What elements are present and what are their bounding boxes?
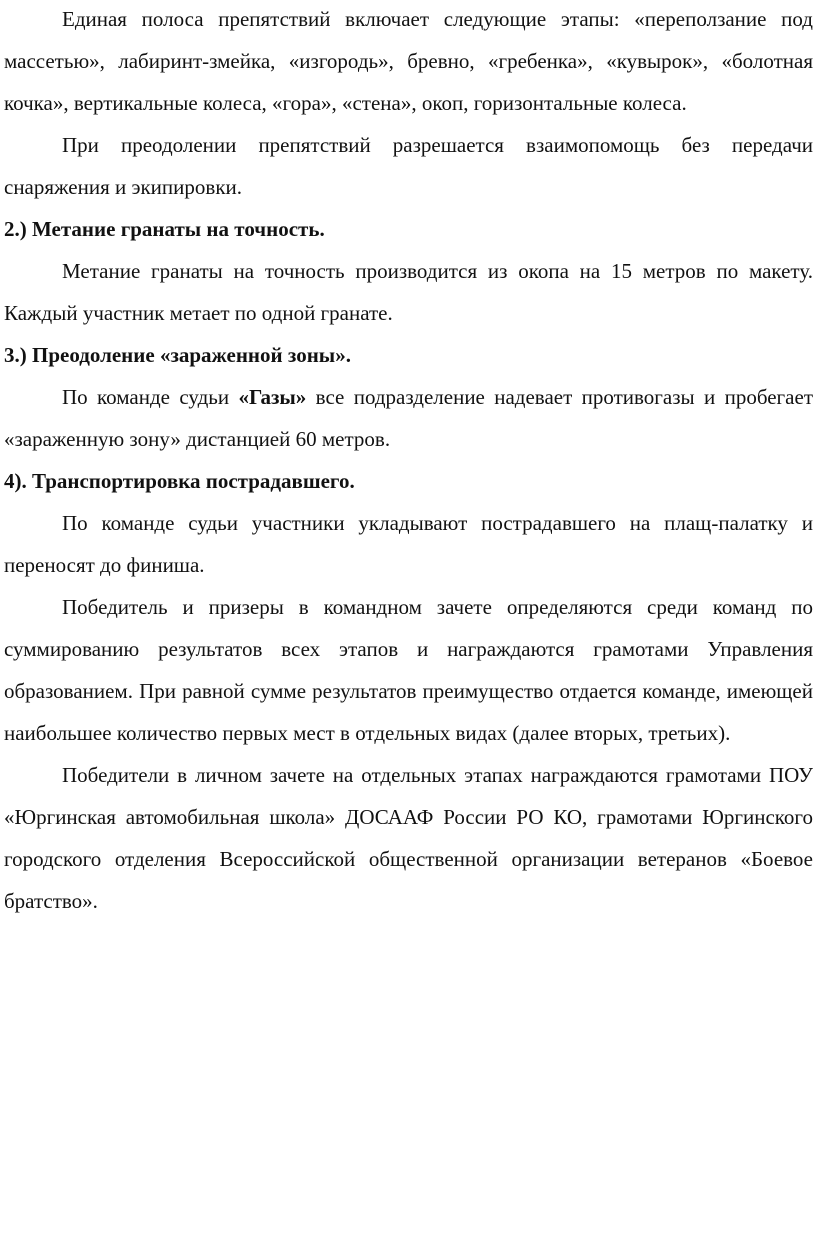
gas-command-text: «Газы» bbox=[238, 385, 307, 409]
paragraph-individual-winners: Победители в личном зачете на отдельных этапах награждаются грамотами ПОУ «Юргинская автомобильная школа» ДОСААФ России РО КО, грамотами Юргинского городского отделения Всероссийской общественной организации ветеранов «Боевое братство». bbox=[4, 763, 813, 913]
text-segment: все подразделение надевает противогазы и пробегает «зараженную зону» дистанцией 60 метров. bbox=[4, 385, 813, 451]
text-segment: По команде судьи bbox=[62, 385, 239, 409]
paragraph-obstacle-stages: Единая полоса препятствий включает следующие этапы: «переползание под массетью», лабиринт-змейка, «изгородь», бревно, «гребенка», «кувырок», «болотная кочка», вертикальные колеса, «гора», «стена», окоп, горизонтальные колеса. bbox=[4, 7, 813, 115]
paragraph-grenade-throwing: Метание гранаты на точность производится из окопа на 15 метров по макету. Каждый участник метает по одной гранате. bbox=[4, 259, 813, 325]
paragraph-team-winners: Победитель и призеры в командном зачете определяются среди команд по суммированию результатов всех этапов и награждаются грамотами Управления образованием. При равной сумме результатов преимущество отдается команде, имеющей наибольшее количество первых мест в отдельных видах (далее вторых, третьих). bbox=[4, 595, 813, 745]
paragraph-casualty-transport: По команде судьи участники укладывают пострадавшего на плащ-палатку и переносят до финиша. bbox=[4, 511, 813, 577]
paragraph-contaminated-zone bbox=[4, 376, 813, 460]
heading-grenade-throwing: 2.) Метание гранаты на точность. bbox=[4, 217, 325, 241]
heading-casualty-transport: 4). Транспортировка пострадавшего. bbox=[4, 469, 355, 493]
paragraph-mutual-assistance: При преодолении препятствий разрешается взаимопомощь без передачи снаряжения и экипировки. bbox=[4, 133, 813, 199]
heading-contaminated-zone: 3.) Преодоление «зараженной зоны». bbox=[4, 343, 351, 367]
